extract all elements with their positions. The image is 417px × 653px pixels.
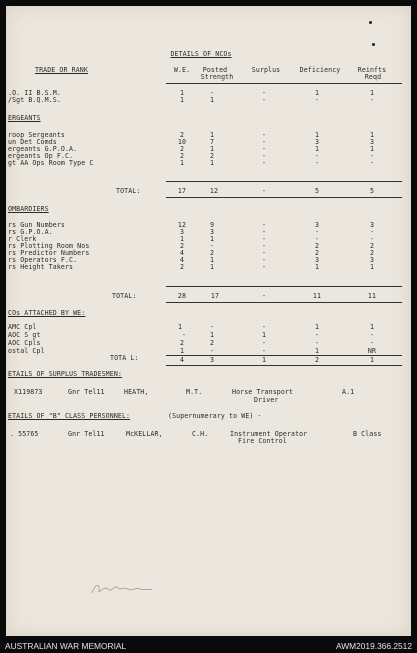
cell-reinfts: 1 xyxy=(369,263,375,271)
cell-deficiency: 1 xyxy=(314,131,320,139)
total-label: TOTA L: xyxy=(110,354,139,362)
cell-deficiency: - xyxy=(314,159,320,167)
cell-deficiency: 3 xyxy=(314,221,320,229)
row-label: r Clerk xyxy=(8,235,37,243)
cell-posted: 1 xyxy=(209,263,215,271)
cell-reinfts: 2 xyxy=(369,242,375,250)
cell-we: 1 xyxy=(177,323,183,331)
cell-surplus: - xyxy=(261,159,267,167)
trade: Instrument Operator xyxy=(230,430,308,438)
section-heading-sergeants: ERGEANTS xyxy=(8,114,41,122)
initials: M.T. xyxy=(186,388,203,396)
section-heading-b-class: ETAILS OF "B" CLASS PERSONNEL: xyxy=(8,412,131,420)
cell-we: 28 xyxy=(177,292,187,300)
total-double-rule xyxy=(166,197,402,198)
surname: HEATH, xyxy=(124,388,149,396)
grade: A.1 xyxy=(342,388,355,396)
cell-posted: 2 xyxy=(209,152,215,160)
total-rule xyxy=(166,365,402,366)
cell-posted: 1 xyxy=(209,96,215,104)
cell-reinfts: - xyxy=(369,339,375,347)
cell-reinfts: 11 xyxy=(367,292,377,300)
service-number: . 55765 xyxy=(10,430,39,438)
cell-reinfts: - xyxy=(369,331,375,339)
column-header-posted-2: Strength xyxy=(200,73,234,81)
row-label: ostal Cpl xyxy=(8,347,45,355)
cell-we: 1 xyxy=(179,89,185,97)
cell-surplus: - xyxy=(261,138,267,146)
cell-posted: - xyxy=(209,242,215,250)
cell-reinfts: 1 xyxy=(369,356,375,364)
cell-surplus: - xyxy=(261,347,267,355)
cell-reinfts: 1 xyxy=(369,89,375,97)
cell-deficiency: 2 xyxy=(314,242,320,250)
cell-reinfts: 1 xyxy=(369,131,375,139)
row-label: rs Gun Numbers xyxy=(8,221,65,229)
cell-reinfts: 5 xyxy=(369,187,375,195)
row-label: gt AA Ops Room Type C xyxy=(8,159,94,167)
section-heading-surplus-tradesmen: ETAILS OF SURPLUS TRADESMEN: xyxy=(8,370,122,378)
total-label: TOTAL: xyxy=(112,292,137,300)
cell-surplus: - xyxy=(261,249,267,257)
punch-hole xyxy=(372,43,375,46)
cell-reinfts: - xyxy=(369,228,375,236)
section-heading-bombardiers: OMBARDIERS xyxy=(8,205,49,213)
cell-we: 2 xyxy=(179,242,185,250)
row-label: .O. II B.S.M. xyxy=(8,89,61,97)
archive-name: AUSTRALIAN WAR MEMORIAL xyxy=(5,641,127,651)
cell-deficiency: 1 xyxy=(314,323,320,331)
cell-deficiency: - xyxy=(314,339,320,347)
cell-deficiency: - xyxy=(314,96,320,104)
column-header-reinfts: Reinfts xyxy=(357,66,387,74)
initials: C.H. xyxy=(192,430,209,438)
trade: Horse Transport xyxy=(232,388,294,396)
trade-line-2: Driver xyxy=(254,396,279,404)
row-label: un Det Comds xyxy=(8,138,57,146)
cell-surplus: - xyxy=(261,152,267,160)
document-page xyxy=(6,6,411,636)
cell-surplus: - xyxy=(261,242,267,250)
cell-surplus: - xyxy=(261,145,267,153)
row-label: AOC Cpls xyxy=(8,339,41,347)
cell-reinfts: 2 xyxy=(369,249,375,257)
grade: B Class xyxy=(353,430,382,438)
cell-deficiency: 5 xyxy=(314,187,320,195)
total-rule xyxy=(166,181,402,182)
row-label: AOC S gt xyxy=(8,331,41,339)
cell-reinfts: 3 xyxy=(369,221,375,229)
cell-deficiency: 1 xyxy=(314,263,320,271)
cell-reinfts: - xyxy=(369,96,375,104)
cell-surplus: - xyxy=(261,228,267,236)
cell-we: 17 xyxy=(177,187,187,195)
cell-we: 2 xyxy=(179,152,185,160)
cell-deficiency: 1 xyxy=(314,145,320,153)
cell-deficiency: 3 xyxy=(314,138,320,146)
cell-deficiency: 2 xyxy=(314,356,320,364)
cell-posted: 7 xyxy=(209,138,215,146)
cell-posted: 2 xyxy=(209,249,215,257)
cell-posted: 9 xyxy=(209,221,215,229)
row-label: rs G.P.O.A. xyxy=(8,228,53,236)
trade-line-2: Fire Control xyxy=(238,437,287,445)
cell-deficiency: 3 xyxy=(314,256,320,264)
header-rule xyxy=(166,83,402,84)
cell-posted: 3 xyxy=(209,228,215,236)
cell-surplus: - xyxy=(261,131,267,139)
cell-surplus: - xyxy=(261,96,267,104)
b-class-note: (Supernumerary to WE) - xyxy=(168,412,262,420)
row-label: rs Predictor Numbers xyxy=(8,249,90,257)
cell-deficiency: - xyxy=(314,152,320,160)
total-rule xyxy=(166,286,402,287)
cell-surplus: - xyxy=(261,235,267,243)
cell-surplus: - xyxy=(261,323,267,331)
cell-surplus: - xyxy=(261,263,267,271)
column-header-surplus: Surplus xyxy=(251,66,281,74)
cell-we: - xyxy=(181,331,187,339)
cell-surplus: - xyxy=(261,256,267,264)
signature-mark xyxy=(88,579,158,597)
cell-posted: 1 xyxy=(209,256,215,264)
cell-posted: 17 xyxy=(210,292,220,300)
row-label: ergeants G.P.O.A. xyxy=(8,145,78,153)
cell-we: 4 xyxy=(179,249,185,257)
document-title: DETAILS OF NCOs xyxy=(170,50,232,58)
cell-posted: 1 xyxy=(209,131,215,139)
column-header-deficiency: Deficiency xyxy=(299,66,341,74)
cell-posted: - xyxy=(209,323,215,331)
cell-reinfts: 3 xyxy=(369,256,375,264)
cell-posted: - xyxy=(209,89,215,97)
cell-we: 2 xyxy=(179,145,185,153)
cell-we: 12 xyxy=(177,221,187,229)
row-label: AMC Cpl xyxy=(8,323,37,331)
cell-deficiency: - xyxy=(314,228,320,236)
cell-we: 4 xyxy=(179,356,185,364)
cell-reinfts: - xyxy=(369,152,375,160)
cell-posted: 1 xyxy=(209,235,215,243)
total-rule xyxy=(166,355,402,356)
cell-we: 2 xyxy=(179,263,185,271)
cell-posted: - xyxy=(209,347,215,355)
cell-posted: 3 xyxy=(209,356,215,364)
archive-reference: AWM2019.366.2512 xyxy=(335,641,412,651)
cell-we: 1 xyxy=(179,96,185,104)
cell-deficiency: - xyxy=(314,235,320,243)
cell-reinfts: - xyxy=(369,159,375,167)
column-header-trade: TRADE OR RANK xyxy=(35,66,88,74)
cell-we: 3 xyxy=(179,228,185,236)
cell-posted: 1 xyxy=(209,159,215,167)
row-label: rs Operators F.C. xyxy=(8,256,78,264)
cell-deficiency: 2 xyxy=(314,249,320,257)
row-label: /Sgt B.Q.M.S. xyxy=(8,96,61,104)
cell-we: 1 xyxy=(179,235,185,243)
column-header-reqd: Reqd xyxy=(364,73,382,81)
cell-deficiency: 1 xyxy=(314,89,320,97)
cell-surplus: 1 xyxy=(261,356,267,364)
cell-we: 2 xyxy=(179,339,185,347)
cell-posted: 1 xyxy=(209,331,215,339)
section-heading-attached: COs ATTACHED BY WE: xyxy=(8,309,86,317)
cell-reinfts: 1 xyxy=(369,145,375,153)
row-label: rs Height Takers xyxy=(8,263,74,271)
cell-surplus: - xyxy=(261,187,267,195)
column-header-we: W.E. xyxy=(173,66,191,74)
total-double-rule xyxy=(166,302,402,303)
service-number: X119873 xyxy=(14,388,43,396)
cell-surplus: 1 xyxy=(261,331,267,339)
cell-surplus: - xyxy=(261,339,267,347)
cell-posted: 1 xyxy=(209,145,215,153)
surname: McKELLAR, xyxy=(126,430,163,438)
row-label: ergeants Op F.C. xyxy=(8,152,74,160)
cell-we: 10 xyxy=(177,138,187,146)
rank: Gnr Tel11 xyxy=(68,388,105,396)
row-label: roop Sergeants xyxy=(8,131,65,139)
cell-reinfts: 1 xyxy=(369,323,375,331)
cell-posted: 2 xyxy=(209,339,215,347)
punch-hole xyxy=(369,21,372,24)
cell-posted: 12 xyxy=(209,187,219,195)
cell-surplus: - xyxy=(261,89,267,97)
cell-surplus: - xyxy=(261,221,267,229)
cell-reinfts: 3 xyxy=(369,138,375,146)
cell-reinfts: - xyxy=(369,235,375,243)
cell-we: 2 xyxy=(179,131,185,139)
cell-we: 1 xyxy=(179,159,185,167)
cell-deficiency: - xyxy=(314,331,320,339)
row-label: rs Plotting Room Nos xyxy=(8,242,90,250)
cell-deficiency: 1 xyxy=(314,347,320,355)
cell-reinfts: NR xyxy=(367,347,377,355)
archive-footer xyxy=(0,640,417,653)
rank: Gnr Tel11 xyxy=(68,430,105,438)
cell-we: 1 xyxy=(179,347,185,355)
cell-we: 4 xyxy=(179,256,185,264)
cell-deficiency: 11 xyxy=(312,292,322,300)
total-label: TOTAL: xyxy=(116,187,141,195)
column-header-posted: Posted xyxy=(202,66,228,74)
cell-surplus: - xyxy=(261,292,267,300)
